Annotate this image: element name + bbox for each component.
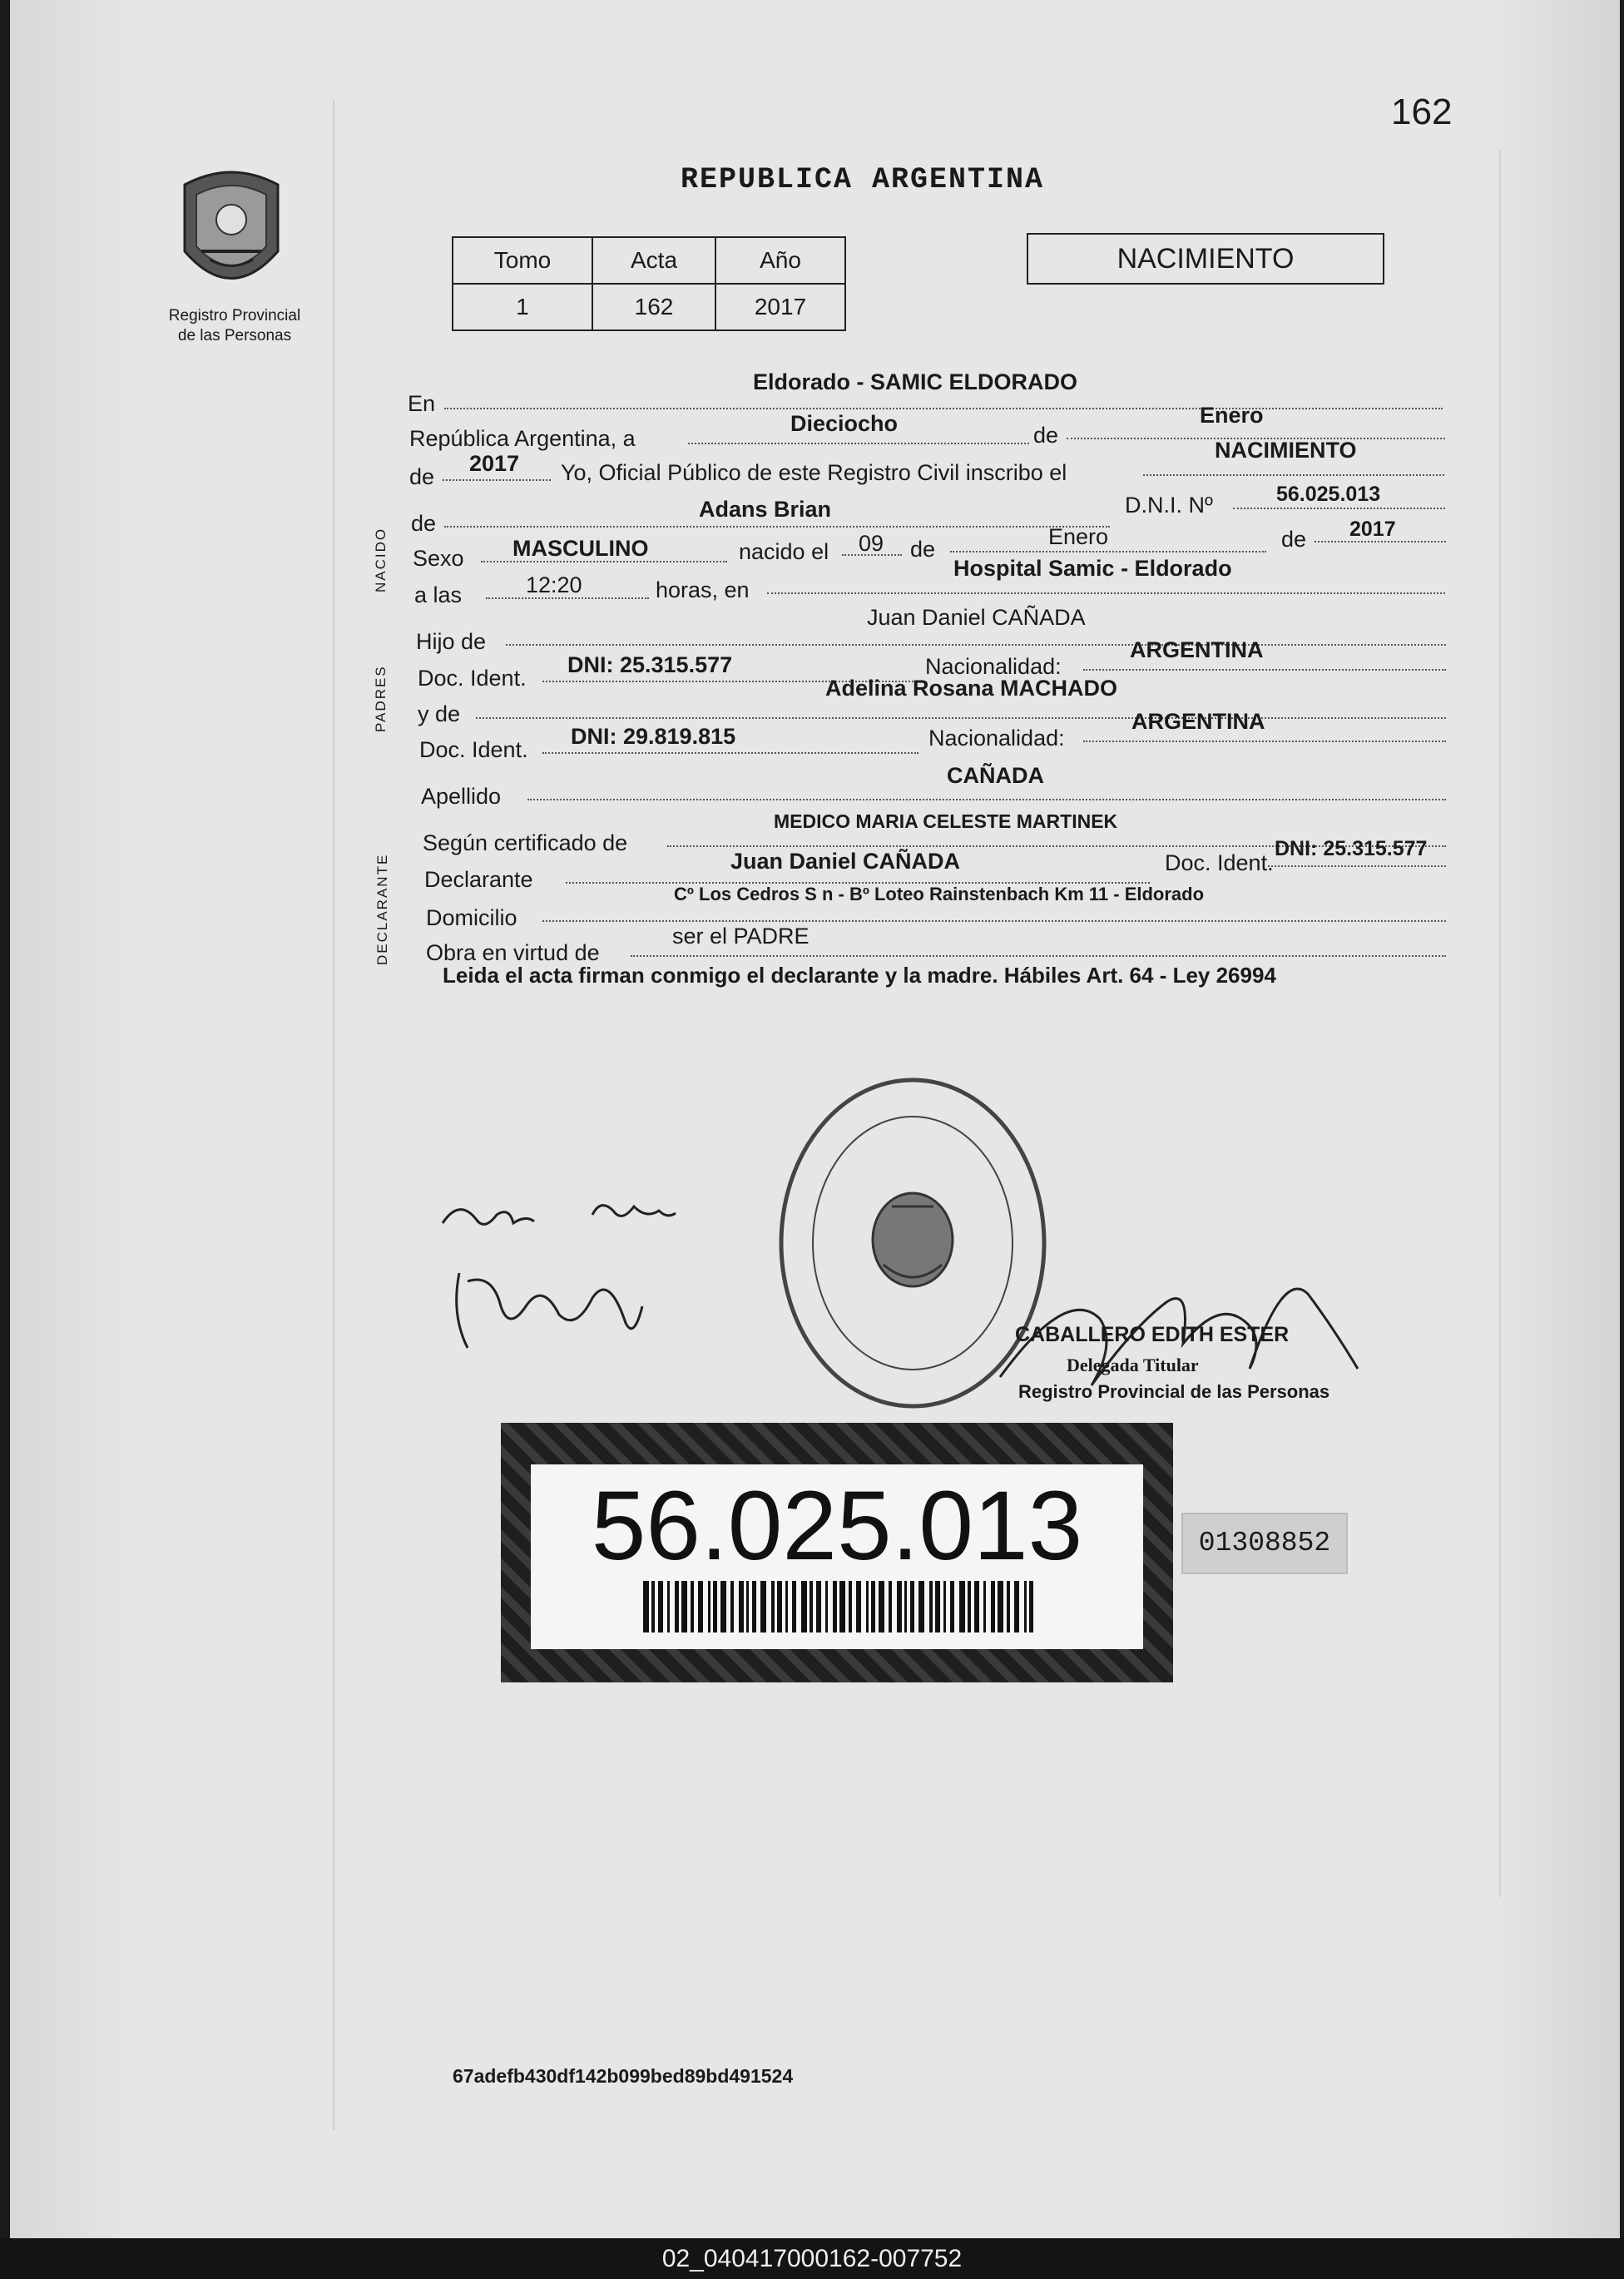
control-number: 01308852 [1181, 1513, 1348, 1574]
label-y-de: y de [418, 701, 461, 726]
barcode-icon [643, 1581, 1042, 1632]
side-label-nacido: NACIDO [373, 527, 389, 592]
margin-line [333, 100, 334, 2130]
label-de-birth-year: de [1281, 527, 1307, 552]
side-label-declarante: DECLARANTE [374, 853, 390, 965]
closing-statement: Leida el acta firman conmigo el declarante y la madre. Hábiles Art. 64 - Ley 26994 [443, 963, 1276, 988]
value-father-doc: DNI: 25.315.577 [567, 652, 733, 677]
header-tomo: Tomo [453, 237, 592, 284]
label-sexo: Sexo [413, 546, 464, 571]
value-father-nat: ARGENTINA [1130, 637, 1264, 662]
declarant-signature-icon [434, 1182, 701, 1381]
label-nacionalidad: Nacionalidad: [925, 654, 1062, 679]
value-year: 2017 [469, 451, 520, 476]
value-birth-month: Enero [1048, 524, 1109, 549]
value-certificate: MEDICO MARIA CELESTE MARTINEK [774, 810, 1118, 832]
official-name: CABALLERO EDITH ESTER [1015, 1323, 1290, 1346]
value-surname: CAÑADA [947, 763, 1044, 788]
image-footer-id: 02_040417000162-007752 [0, 2238, 1624, 2279]
header-ano: Año [715, 237, 845, 284]
value-address: Cº Los Cedros S n - Bº Loteo Rainstenbach Km 11 - Eldorado [674, 884, 1205, 904]
registry-line2: de las Personas [177, 327, 292, 344]
country-title: REPUBLICA ARGENTINA [681, 163, 1045, 196]
label-en: En [408, 391, 436, 416]
label-segun: Según certificado de [423, 830, 628, 855]
label-de-year: de [409, 464, 435, 489]
label-nacionalidad-2: Nacionalidad: [928, 726, 1065, 751]
value-act: NACIMIENTO [1215, 438, 1357, 463]
registry-name [151, 306, 318, 346]
document-page [10, 0, 1620, 2238]
value-month: Enero [1200, 403, 1264, 428]
label-apellido: Apellido [421, 784, 502, 809]
value-declarant-doc: DNI: 25.315.577 [1275, 837, 1428, 860]
label-domicilio: Domicilio [426, 905, 517, 930]
official-office: Registro Provincial de las Personas [1018, 1381, 1330, 1402]
header-acta: Acta [592, 237, 715, 284]
label-doc-ident-2: Doc. Ident. [419, 737, 528, 762]
value-mother-doc: DNI: 29.819.815 [571, 724, 736, 749]
label-declarante: Declarante [424, 867, 533, 892]
side-label-padres: PADRES [373, 665, 389, 732]
label-dni: D.N.I. Nº [1125, 493, 1213, 518]
value-birth-place: Hospital Samic - Eldorado [953, 556, 1232, 581]
verification-hash: 67adefb430df142b099bed89bd491524 [453, 2065, 794, 2087]
margin-line-right [1499, 150, 1501, 1897]
value-sex: MASCULINO [512, 536, 649, 561]
value-tomo: 1 [453, 284, 592, 330]
barcode-sticker [501, 1423, 1173, 1682]
label-yo: Yo, Oficial Público de este Registro Civil inscribo el [561, 460, 1067, 485]
acta-table [452, 236, 846, 331]
label-republica: República Argentina, a [409, 426, 636, 451]
value-dni: 56.025.013 [1276, 483, 1381, 506]
record-type-box: NACIMIENTO [1027, 233, 1384, 285]
label-de-name: de [411, 511, 437, 536]
label-a-las: a las [414, 582, 463, 607]
label-de-month: de [1033, 423, 1059, 448]
value-day: Dieciocho [790, 411, 899, 436]
label-de-birth-month: de [910, 537, 936, 562]
value-time: 12:20 [526, 572, 582, 597]
label-doc-ident: Doc. Ident. [418, 666, 527, 691]
value-name: Adans Brian [699, 497, 832, 522]
value-acta: 162 [592, 284, 715, 330]
barcode-label [531, 1464, 1143, 1649]
registry-line1: Registro Provincial [168, 307, 301, 325]
page-number: 162 [1391, 92, 1453, 132]
value-capacity: ser el PADRE [672, 924, 810, 949]
value-mother-nat: ARGENTINA [1131, 709, 1265, 734]
value-father: Juan Daniel CAÑADA [867, 605, 1086, 630]
value-birth-day: 09 [859, 531, 884, 556]
label-doc-ident-3: Doc. Ident. [1165, 850, 1274, 875]
value-mother: Adelina Rosana MACHADO [825, 676, 1118, 701]
value-ano: 2017 [715, 284, 845, 330]
value-birth-year: 2017 [1349, 518, 1396, 541]
value-declarant: Juan Daniel CAÑADA [730, 849, 961, 874]
label-hijo-de: Hijo de [416, 629, 487, 654]
label-obra: Obra en virtud de [426, 940, 600, 965]
barcode-number: 56.025.013 [591, 1471, 1083, 1581]
province-seal-icon [168, 160, 295, 305]
label-nacido: nacido el [739, 539, 829, 564]
official-role: Delegada Titular [1067, 1355, 1199, 1375]
label-horas: horas, en [656, 577, 750, 602]
value-place: Eldorado - SAMIC ELDORADO [753, 369, 1077, 394]
